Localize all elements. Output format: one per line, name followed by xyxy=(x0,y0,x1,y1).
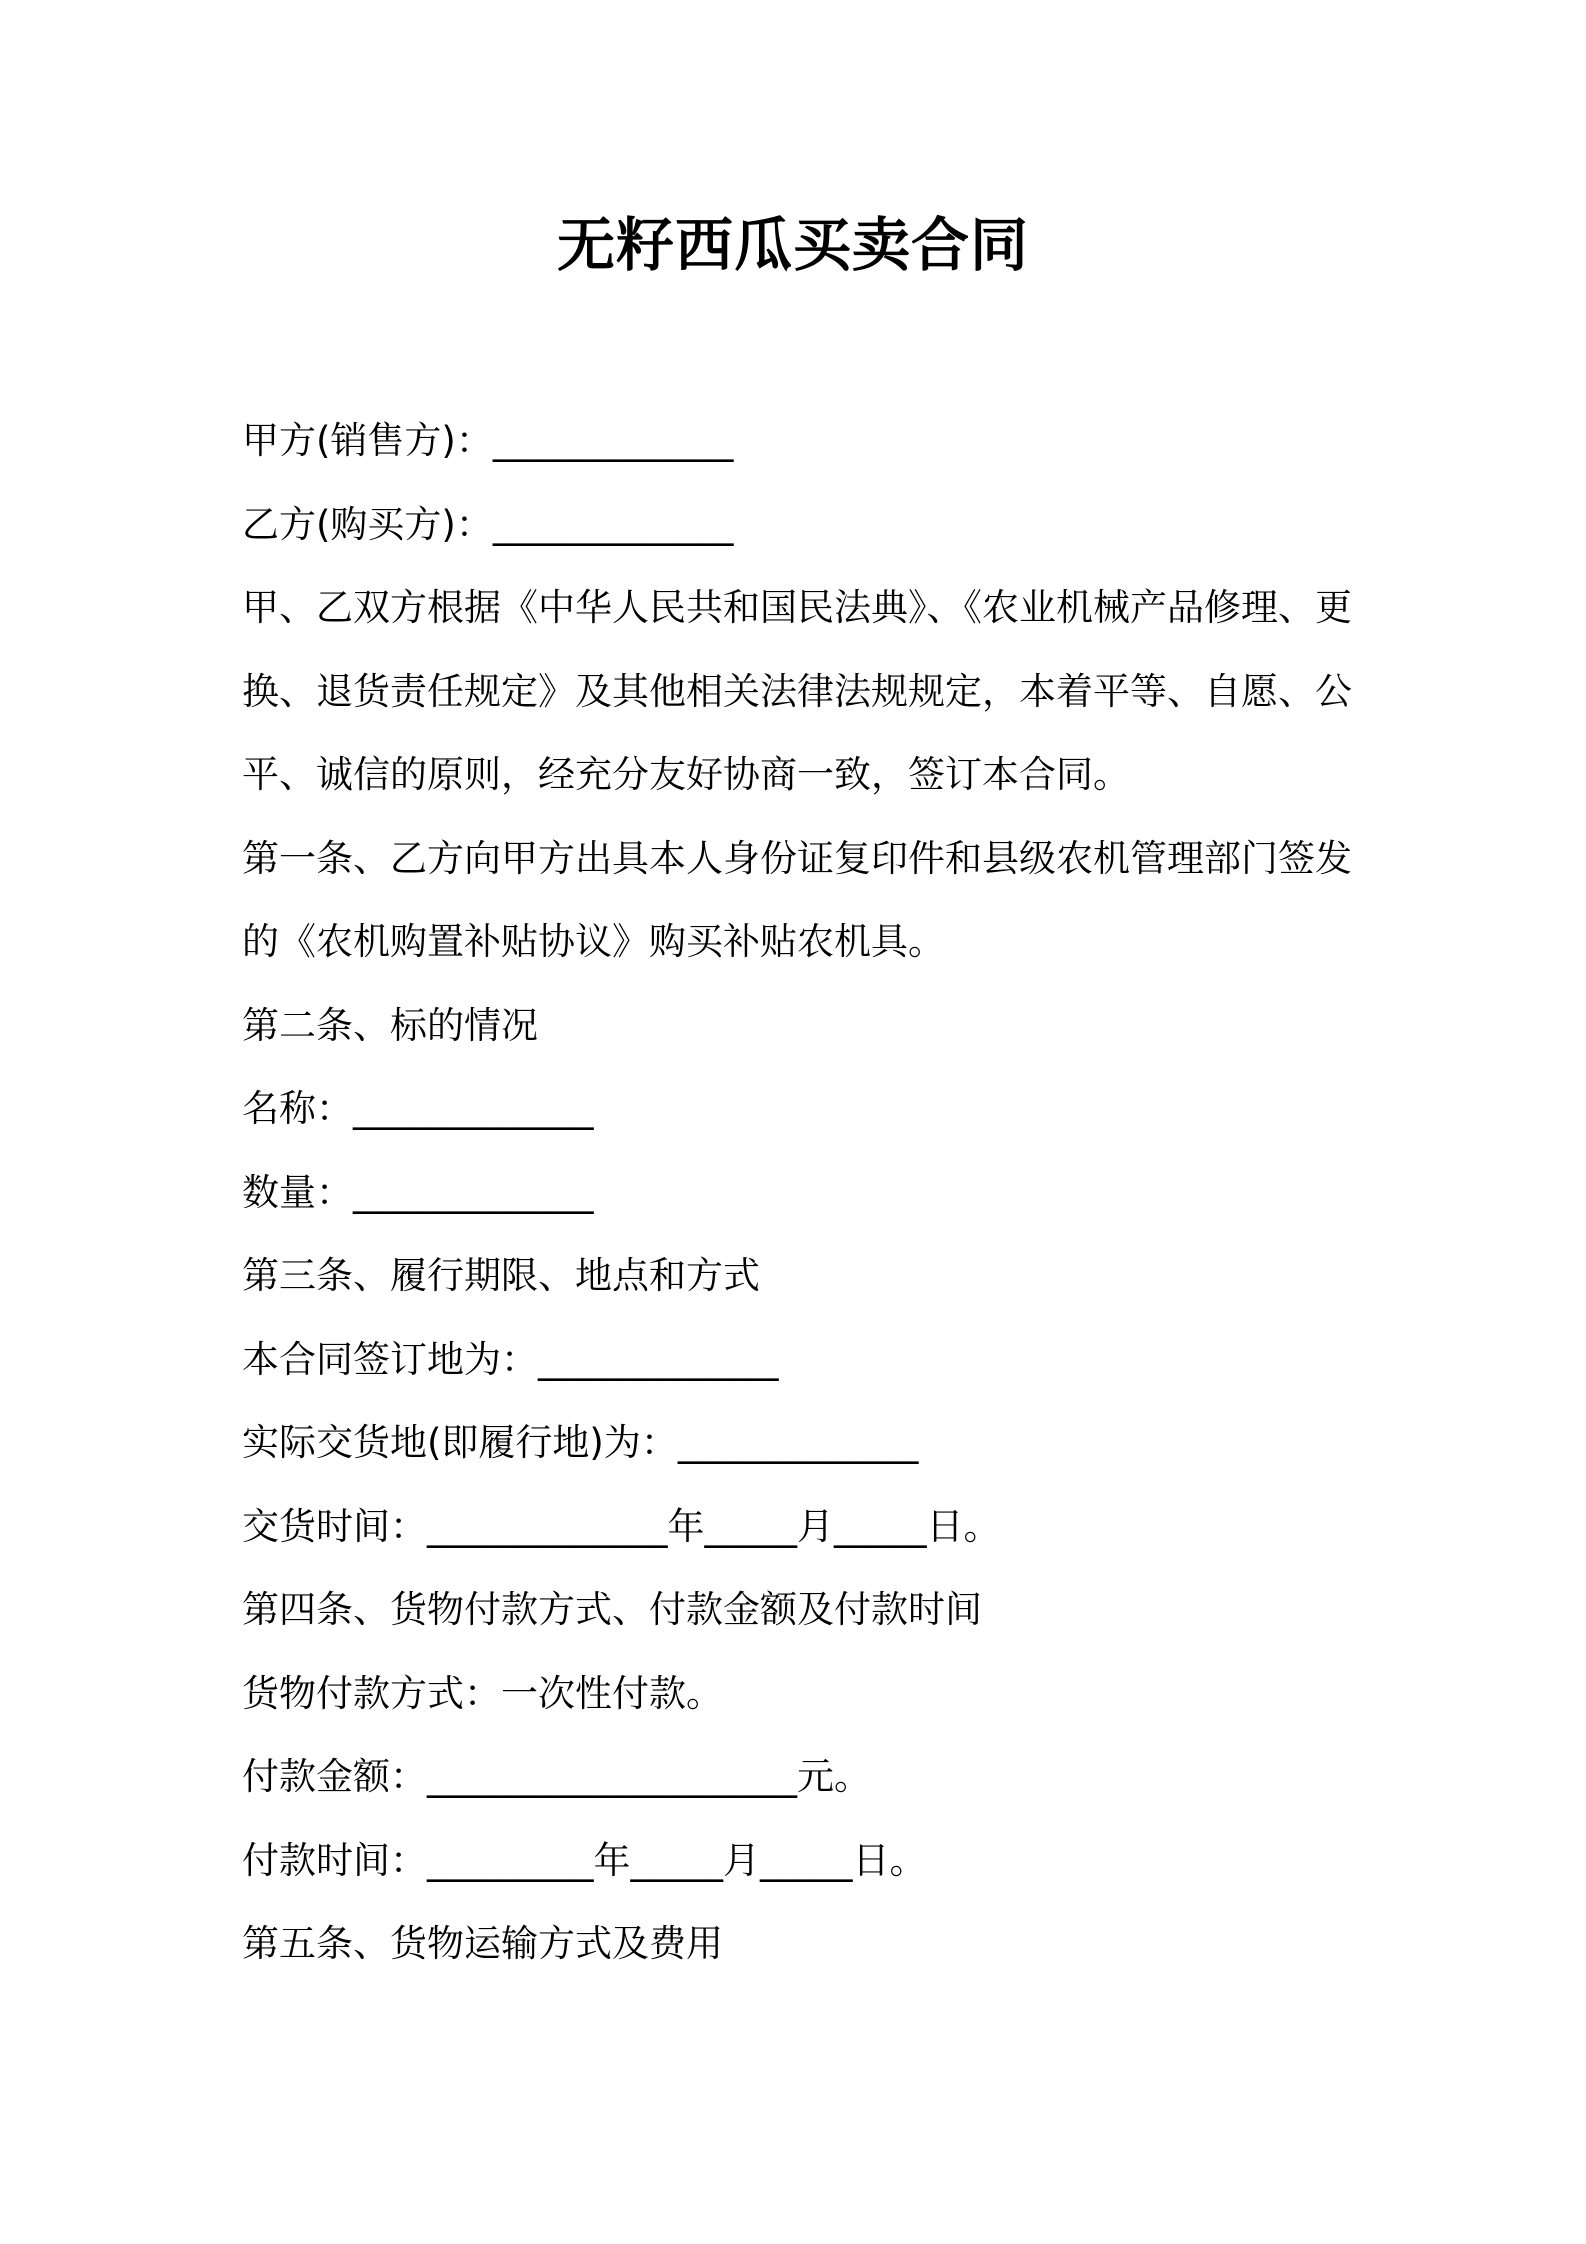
article-5-heading: 第五条、货物运输方式及费用 xyxy=(242,1922,723,1965)
article-1-line-2: 的《农机购置补贴协议》购买补贴农机具。 xyxy=(242,920,945,963)
delivery-time-line: 交货时间：_____________年_____月_____日。 xyxy=(242,1504,1001,1548)
party-a-line: 甲方(销售方)：_____________ xyxy=(242,419,734,462)
signing-place-line: 本合同签订地为：_____________ xyxy=(242,1337,779,1381)
article-4-heading: 第四条、货物付款方式、付款金额及付款时间 xyxy=(242,1588,982,1631)
article-3-heading: 第三条、履行期限、地点和方式 xyxy=(242,1254,760,1297)
contract-title: 无籽西瓜买卖合同 xyxy=(556,211,1029,279)
article-2-heading: 第二条、标的情况 xyxy=(242,1003,538,1047)
preamble-line-3: 平、诚信的原则，经充分友好协商一致，签订本合同。 xyxy=(242,753,1130,796)
article-1-line-1: 第一条、乙方向甲方出具本人身份证复印件和县级农机管理部门签发 xyxy=(242,836,1352,880)
contract-body xyxy=(242,399,1352,1986)
payment-method-line: 货物付款方式：一次性付款。 xyxy=(242,1671,723,1715)
preamble-line-1: 甲、乙双方根据《中华人民共和国民法典》、《农业机械产品修理、更 xyxy=(242,586,1352,629)
payment-time-line: 付款时间：_________年_____月_____日。 xyxy=(242,1838,927,1882)
payment-amount-line: 付款金额：____________________元。 xyxy=(242,1755,871,1798)
item-quantity-line: 数量：_____________ xyxy=(242,1170,594,1214)
party-b-line: 乙方(购买方)：_____________ xyxy=(242,502,734,546)
item-name-line: 名称：_____________ xyxy=(242,1087,594,1130)
delivery-place-line: 实际交货地(即履行地)为：_____________ xyxy=(242,1421,919,1464)
preamble-line-2: 换、退货责任规定》及其他相关法律法规规定，本着平等、自愿、公 xyxy=(242,669,1352,713)
